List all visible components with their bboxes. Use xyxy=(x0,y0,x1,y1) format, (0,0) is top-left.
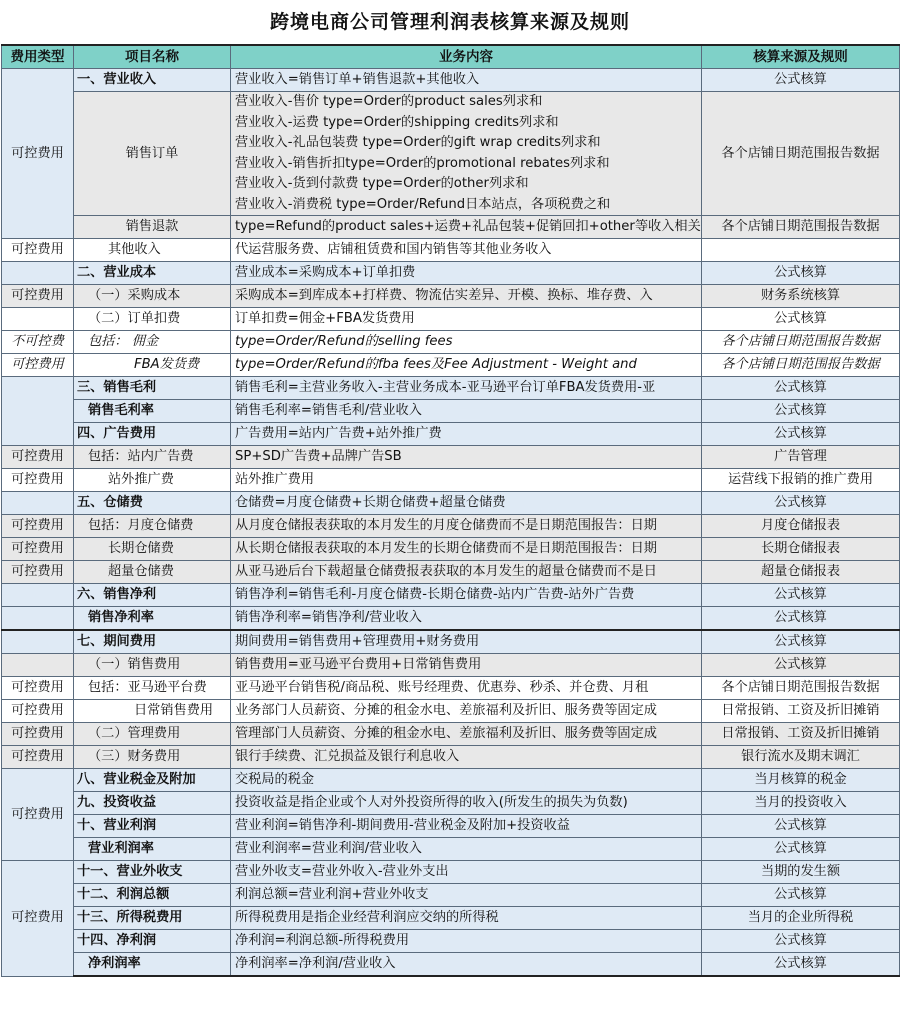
item-name-cell: （一）采购成本 xyxy=(74,285,231,308)
business-content-cell: 营业利润=销售净利-期间费用-营业税金及附加+投资收益 xyxy=(231,815,702,838)
table-row xyxy=(2,884,900,907)
item-name-cell: 净利润率 xyxy=(74,953,231,977)
table-row xyxy=(2,723,900,746)
source-rule-cell: 财务系统核算 xyxy=(702,285,900,308)
item-name-cell: 十、营业利润 xyxy=(74,815,231,838)
business-content-cell: 销售毛利=主营业务收入-主营业务成本-亚马逊平台订单FBA发货费用-亚 xyxy=(231,377,702,400)
header-source-rule: 核算来源及规则 xyxy=(702,45,900,69)
business-content-cell: 站外推广费用 xyxy=(231,469,702,492)
source-rule-cell: 公式核算 xyxy=(702,69,900,92)
item-name-cell: 包括： 佣金 xyxy=(74,331,231,354)
item-name-cell: 八、营业税金及附加 xyxy=(74,769,231,792)
table-row xyxy=(2,239,900,262)
business-content-cell: 采购成本=到库成本+打样费、物流估实差异、开模、换标、堆存费、入 xyxy=(231,285,702,308)
source-rule-cell: 广告管理 xyxy=(702,446,900,469)
item-name-cell: 销售退款 xyxy=(74,216,231,239)
item-name-cell: 十二、利润总额 xyxy=(74,884,231,907)
business-content-cell: 代运营服务费、店铺租赁费和国内销售等其他业务收入 xyxy=(231,239,702,262)
table-row xyxy=(2,92,900,216)
table-row xyxy=(2,930,900,953)
expense-type-cell: 可控费用 xyxy=(2,746,74,769)
table-row xyxy=(2,354,900,377)
source-rule-cell xyxy=(702,239,900,262)
item-name-cell: （二）管理费用 xyxy=(74,723,231,746)
expense-type-cell xyxy=(2,607,74,631)
item-name-cell: （一）销售费用 xyxy=(74,654,231,677)
header-row xyxy=(2,45,900,69)
table-row xyxy=(2,607,900,631)
business-content-cell: 从亚马逊后台下载超量仓储费报表获取的本月发生的超量仓储费而不是日 xyxy=(231,561,702,584)
business-content-cell: 所得税费用是指企业经营利润应交纳的所得税 xyxy=(231,907,702,930)
table-row xyxy=(2,446,900,469)
item-name-cell: 包括：站内广告费 xyxy=(74,446,231,469)
item-name-cell: 十四、净利润 xyxy=(74,930,231,953)
source-rule-cell: 公式核算 xyxy=(702,884,900,907)
expense-type-cell xyxy=(2,630,74,654)
table-row xyxy=(2,492,900,515)
business-content-cell: type=Refund的product sales+运费+礼品包装+促销回扣+other等收入相关 xyxy=(231,216,702,239)
expense-type-cell: 可控费用 xyxy=(2,69,74,239)
item-name-cell: 销售净利率 xyxy=(74,607,231,631)
table-row xyxy=(2,792,900,815)
source-rule-cell: 日常报销、工资及折旧摊销 xyxy=(702,700,900,723)
item-name-cell: 包括：亚马逊平台费 xyxy=(74,677,231,700)
item-name-cell: 长期仓储费 xyxy=(74,538,231,561)
source-rule-cell: 各个店铺日期范围报告数据 xyxy=(702,677,900,700)
business-content-cell: 业务部门人员薪资、分摊的租金水电、差旅福利及折旧、服务费等固定成 xyxy=(231,700,702,723)
table-row xyxy=(2,953,900,977)
table-row xyxy=(2,700,900,723)
expense-type-cell xyxy=(2,654,74,677)
business-content-cell: SP+SD广告费+品牌广告SB xyxy=(231,446,702,469)
table-row xyxy=(2,861,900,884)
expense-type-cell: 可控费用 xyxy=(2,700,74,723)
business-content-cell: 营业收入=销售订单+销售退款+其他收入 xyxy=(231,69,702,92)
source-rule-cell: 各个店铺日期范围报告数据 xyxy=(702,216,900,239)
business-content-cell: 营业外收支=营业外收入-营业外支出 xyxy=(231,861,702,884)
source-rule-cell: 公式核算 xyxy=(702,492,900,515)
header-business-content: 业务内容 xyxy=(231,45,702,69)
source-rule-cell: 公式核算 xyxy=(702,930,900,953)
expense-type-cell: 可控费用 xyxy=(2,538,74,561)
item-name-cell: 包括：月度仓储费 xyxy=(74,515,231,538)
table-row xyxy=(2,377,900,400)
source-rule-cell: 各个店铺日期范围报告数据 xyxy=(702,354,900,377)
source-rule-cell: 公式核算 xyxy=(702,838,900,861)
source-rule-cell: 当月核算的税金 xyxy=(702,769,900,792)
source-rule-cell: 公式核算 xyxy=(702,308,900,331)
item-name-cell: 销售订单 xyxy=(74,92,231,216)
source-rule-cell: 公式核算 xyxy=(702,630,900,654)
business-content-cell: 从月度仓储报表获取的本月发生的月度仓储费而不是日期范围报告：日期 xyxy=(231,515,702,538)
item-name-cell: （三）财务费用 xyxy=(74,746,231,769)
table-row xyxy=(2,308,900,331)
item-name-cell: 销售毛利率 xyxy=(74,400,231,423)
source-rule-cell: 公式核算 xyxy=(702,654,900,677)
item-name-cell: 七、期间费用 xyxy=(74,630,231,654)
source-rule-cell: 长期仓储报表 xyxy=(702,538,900,561)
item-name-cell: 九、投资收益 xyxy=(74,792,231,815)
table-row xyxy=(2,515,900,538)
source-rule-cell: 公式核算 xyxy=(702,423,900,446)
table-row xyxy=(2,331,900,354)
table-row xyxy=(2,69,900,92)
table-row xyxy=(2,677,900,700)
item-name-cell: 十三、所得税费用 xyxy=(74,907,231,930)
item-name-cell: 站外推广费 xyxy=(74,469,231,492)
business-content-cell: 销售净利=销售毛利-月度仓储费-长期仓储费-站内广告费-站外广告费 xyxy=(231,584,702,607)
business-content-cell: 营业成本=采购成本+订单扣费 xyxy=(231,262,702,285)
item-name-cell: 一、营业收入 xyxy=(74,69,231,92)
source-rule-cell: 公式核算 xyxy=(702,815,900,838)
business-content-cell: 净利润=利润总额-所得税费用 xyxy=(231,930,702,953)
item-name-cell: 五、仓储费 xyxy=(74,492,231,515)
item-name-cell: 超量仓储费 xyxy=(74,561,231,584)
expense-type-cell: 可控费用 xyxy=(2,515,74,538)
table-row xyxy=(2,561,900,584)
business-content-cell: 从长期仓储报表获取的本月发生的长期仓储费而不是日期范围报告：日期 xyxy=(231,538,702,561)
business-content-cell: 营业收入-售价 type=Order的product sales列求和 营业收入-运费 type=Order的shipping credits列求和 营业收入-礼品包装费 type=Order的gift wrap credits列求和 营业收入-销售折扣type=Order的promotional rebates列求和 营业收入-货到付款费 type=Order的other列求和 营业收入-消费税 type=Order/Refund日本站点，各项税费之和 xyxy=(231,92,702,216)
business-content-cell: 银行手续费、汇兑损益及银行利息收入 xyxy=(231,746,702,769)
table-row xyxy=(2,216,900,239)
source-rule-cell: 公式核算 xyxy=(702,262,900,285)
expense-type-cell: 可控费用 xyxy=(2,239,74,262)
expense-type-cell: 可控费用 xyxy=(2,769,74,861)
source-rule-cell: 当月的投资收入 xyxy=(702,792,900,815)
business-content-cell: 利润总额=营业利润+营业外收支 xyxy=(231,884,702,907)
source-rule-cell: 日常报销、工资及折旧摊销 xyxy=(702,723,900,746)
source-rule-cell: 公式核算 xyxy=(702,377,900,400)
item-name-cell: （二）订单扣费 xyxy=(74,308,231,331)
table-row xyxy=(2,262,900,285)
business-content-cell: 营业利润率=营业利润/营业收入 xyxy=(231,838,702,861)
expense-type-cell: 可控费用 xyxy=(2,469,74,492)
item-name-cell: 四、广告费用 xyxy=(74,423,231,446)
item-name-cell: 营业利润率 xyxy=(74,838,231,861)
item-name-cell: FBA发货费 xyxy=(74,354,231,377)
item-name-cell: 其他收入 xyxy=(74,239,231,262)
expense-type-cell xyxy=(2,492,74,515)
expense-type-cell xyxy=(2,308,74,331)
table-title: 跨境电商公司管理利润表核算来源及规则 xyxy=(269,11,630,33)
table-row xyxy=(2,907,900,930)
expense-type-cell: 可控费用 xyxy=(2,446,74,469)
source-rule-cell: 运营线下报销的推广费用 xyxy=(702,469,900,492)
business-content-cell: 交税局的税金 xyxy=(231,769,702,792)
expense-type-cell xyxy=(2,377,74,446)
table-row xyxy=(2,630,900,654)
table-row xyxy=(2,423,900,446)
table-row xyxy=(2,654,900,677)
source-rule-cell: 公式核算 xyxy=(702,584,900,607)
profit-rules-table xyxy=(1,44,900,977)
table-row xyxy=(2,469,900,492)
item-name-cell: 十一、营业外收支 xyxy=(74,861,231,884)
expense-type-cell xyxy=(2,584,74,607)
source-rule-cell: 月度仓储报表 xyxy=(702,515,900,538)
source-rule-cell: 当期的发生额 xyxy=(702,861,900,884)
business-content-cell: 销售费用=亚马逊平台费用+日常销售费用 xyxy=(231,654,702,677)
business-content-cell: 投资收益是指企业或个人对外投资所得的收入(所发生的损失为负数) xyxy=(231,792,702,815)
expense-type-cell: 不可控费 xyxy=(2,331,74,354)
expense-type-cell: 可控费用 xyxy=(2,677,74,700)
source-rule-cell: 超量仓储报表 xyxy=(702,561,900,584)
table-row xyxy=(2,838,900,861)
business-content-cell: 亚马逊平台销售税/商品税、账号经理费、优惠券、秒杀、并仓费、月租 xyxy=(231,677,702,700)
item-name-cell: 二、营业成本 xyxy=(74,262,231,285)
expense-type-cell xyxy=(2,262,74,285)
source-rule-cell: 各个店铺日期范围报告数据 xyxy=(702,331,900,354)
source-rule-cell: 公式核算 xyxy=(702,953,900,977)
expense-type-cell: 可控费用 xyxy=(2,285,74,308)
source-rule-cell: 银行流水及期末调汇 xyxy=(702,746,900,769)
business-content-cell: 销售净利率=销售净利/营业收入 xyxy=(231,607,702,631)
table-row xyxy=(2,584,900,607)
item-name-cell: 三、销售毛利 xyxy=(74,377,231,400)
item-name-cell: 六、销售净利 xyxy=(74,584,231,607)
expense-type-cell: 可控费用 xyxy=(2,354,74,377)
expense-type-cell: 可控费用 xyxy=(2,723,74,746)
business-content-cell: 仓储费=月度仓储费+长期仓储费+超量仓储费 xyxy=(231,492,702,515)
table-row xyxy=(2,746,900,769)
header-item-name: 项目名称 xyxy=(74,45,231,69)
business-content-cell: 期间费用=销售费用+管理费用+财务费用 xyxy=(231,630,702,654)
table-row xyxy=(2,285,900,308)
source-rule-cell: 当月的企业所得税 xyxy=(702,907,900,930)
source-rule-cell: 公式核算 xyxy=(702,400,900,423)
table-row xyxy=(2,538,900,561)
table-row xyxy=(2,769,900,792)
expense-type-cell: 可控费用 xyxy=(2,561,74,584)
business-content-cell: type=Order/Refund的selling fees xyxy=(231,331,702,354)
business-content-cell: 净利润率=净利润/营业收入 xyxy=(231,953,702,977)
source-rule-cell: 公式核算 xyxy=(702,607,900,631)
header-expense-type: 费用类型 xyxy=(2,45,74,69)
business-content-cell: 广告费用=站内广告费+站外推广费 xyxy=(231,423,702,446)
expense-type-cell: 可控费用 xyxy=(2,861,74,977)
table-row xyxy=(2,400,900,423)
business-content-cell: 销售毛利率=销售毛利/营业收入 xyxy=(231,400,702,423)
business-content-cell: type=Order/Refund的fba fees及Fee Adjustment - Weight and xyxy=(231,354,702,377)
item-name-cell: 日常销售费用 xyxy=(74,700,231,723)
business-content-cell: 管理部门人员薪资、分摊的租金水电、差旅福利及折旧、服务费等固定成 xyxy=(231,723,702,746)
business-content-cell: 订单扣费=佣金+FBA发货费用 xyxy=(231,308,702,331)
table-row xyxy=(2,815,900,838)
source-rule-cell: 各个店铺日期范围报告数据 xyxy=(702,92,900,216)
